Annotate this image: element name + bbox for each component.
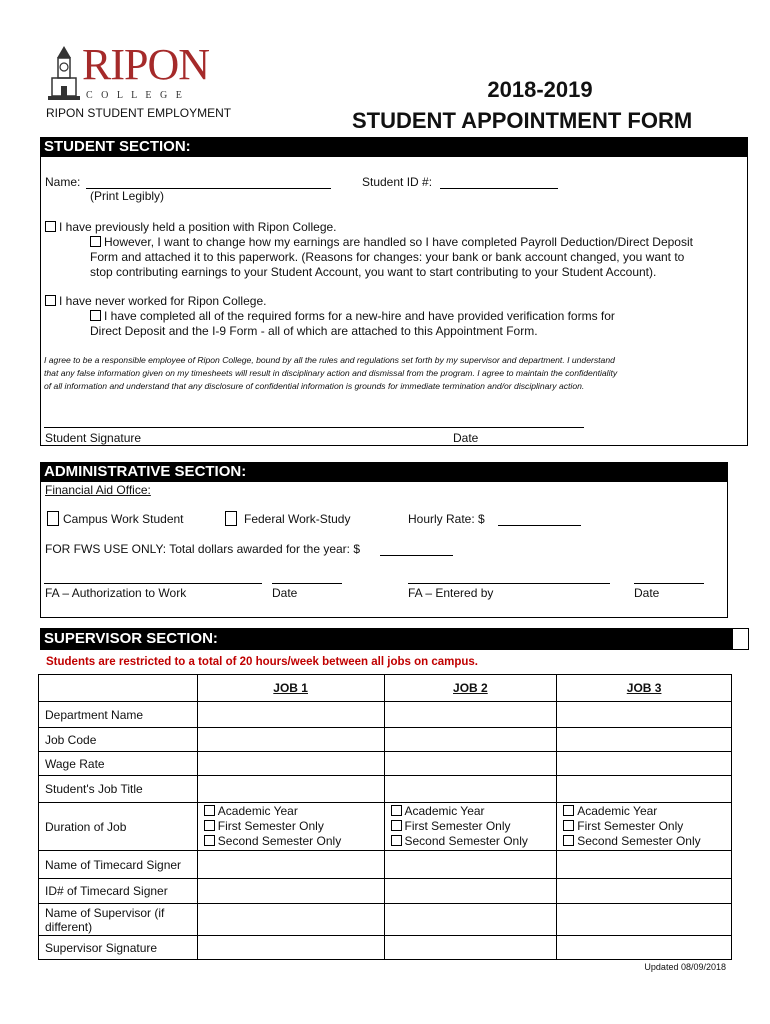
option-text: Second Semester Only [217,834,342,848]
signature-date-label: Date [453,431,479,445]
checkbox-new-hire[interactable] [90,310,101,321]
fa-entered-date-field[interactable] [634,583,704,584]
option-text: First Semester Only [577,819,684,833]
job-1-sup-name-cell[interactable] [197,904,384,936]
job-1-academic-year[interactable] [204,804,378,819]
row-label-sup-sig: Supervisor Signature [39,936,198,960]
checkbox[interactable] [563,805,574,816]
table-row [39,702,732,728]
job-3-duration-cell [557,803,732,851]
signature-field[interactable] [44,427,584,428]
table-row [39,936,732,960]
new-hire-option[interactable] [90,309,615,339]
job-3-wage-cell[interactable] [557,752,732,776]
fa-auth-label: FA – Authorization to Work [45,586,187,600]
fa-auth-field[interactable] [44,583,262,584]
job-1-dept-cell[interactable] [197,702,384,728]
prev-change-text-2: Form and attached it to this paperwork. (Reasons for changes: your bank or bank account changed, you want to [90,250,685,264]
option-text: Academic Year [577,804,658,818]
row-label-signer: Name of Timecard Signer [39,851,198,879]
row-label-dept: Department Name [39,702,198,728]
job-1-title-cell[interactable] [197,776,384,803]
checkbox[interactable] [391,820,402,831]
job-1-first-semester[interactable] [204,819,378,834]
campus-work-option[interactable] [47,511,184,526]
federal-ws-text: Federal Work-Study [244,512,351,526]
checkbox[interactable] [204,820,215,831]
fa-entered-field[interactable] [408,583,610,584]
print-legibly-hint: (Print Legibly) [90,189,165,203]
student-id-label: Student ID #: [362,175,433,189]
checkbox-campus-work[interactable] [47,511,59,526]
job-2-header: JOB 2 [384,675,557,702]
job-1-header: JOB 1 [197,675,384,702]
supervisor-section-header: SUPERVISOR SECTION: [40,628,732,650]
hourly-rate-field[interactable] [498,525,581,526]
job-2-sup-sig-cell[interactable] [384,936,557,960]
job-2-wage-cell[interactable] [384,752,557,776]
prev-held-text: I have previously held a position with Ripon College. [59,220,337,234]
option-text: Academic Year [217,804,298,818]
checkbox[interactable] [391,835,402,846]
table-row [39,728,732,752]
logo-subtitle: C O L L E G E [86,90,185,101]
checkbox-prev-held[interactable] [45,221,56,232]
job-1-signer-cell[interactable] [197,851,384,879]
table-header-row [39,675,732,702]
checkbox[interactable] [563,835,574,846]
job-1-duration-cell [197,803,384,851]
form-title: STUDENT APPOINTMENT FORM [352,108,693,133]
supervisor-header-box [732,628,749,650]
job-2-second-semester[interactable] [391,834,551,849]
job-3-header: JOB 3 [557,675,732,702]
name-label: Name: [45,175,81,189]
row-label-sup-name: Name of Supervisor (if different) [39,904,198,936]
jobs-table [38,674,732,960]
row-label-title: Student's Job Title [39,776,198,803]
fws-total-field[interactable] [380,555,453,556]
option-text: First Semester Only [404,819,511,833]
student-id-field[interactable] [440,188,558,189]
fa-entered-date-label: Date [634,586,660,600]
fa-entered-label: FA – Entered by [408,586,494,600]
table-row [39,851,732,879]
logo-wordmark: RIPON [82,40,210,89]
checkbox[interactable] [204,835,215,846]
job-2-title-cell[interactable] [384,776,557,803]
federal-ws-option[interactable] [225,511,350,526]
job-2-dept-cell[interactable] [384,702,557,728]
job-2-signer-id-cell[interactable] [384,879,557,904]
fa-auth-date-label: Date [272,586,298,600]
fa-auth-date-field[interactable] [272,583,342,584]
table-row [39,879,732,904]
job-3-second-semester[interactable] [563,834,725,849]
job-3-academic-year[interactable] [563,804,725,819]
job-1-signer-id-cell[interactable] [197,879,384,904]
ripon-logo [46,40,221,106]
option-text: Second Semester Only [404,834,528,848]
prev-held-option[interactable] [45,220,337,234]
never-worked-text: I have never worked for Ripon College. [59,294,267,308]
job-2-academic-year[interactable] [391,804,551,819]
row-label-code: Job Code [39,728,198,752]
prev-change-text-1: However, I want to change how my earnings are handled so I have completed Payroll Deduction/Direct Deposit [104,235,693,249]
job-3-sup-sig-cell[interactable] [557,936,732,960]
table-row [39,752,732,776]
job-2-sup-name-cell[interactable] [384,904,557,936]
job-2-code-cell[interactable] [384,728,557,752]
row-label-duration: Duration of Job [39,803,198,851]
agreement-line-3: of all information and understand that any disclosure of confidential information is grounds for immediate termination and/or disciplinary action. [44,381,585,391]
table-row [39,803,732,851]
agreement-text [44,354,746,393]
job-3-code-cell[interactable] [557,728,732,752]
row-label-signer-id: ID# of Timecard Signer [39,879,198,904]
signature-label: Student Signature [45,431,142,445]
job-3-sup-name-cell[interactable] [557,904,732,936]
job-3-dept-cell[interactable] [557,702,732,728]
agreement-line-2: that any false information given on my timesheets will result in disciplinary action and dismissal from the program. I agree to maintain the confidentiality [44,368,618,378]
option-text: Second Semester Only [577,834,701,848]
student-section-header: STUDENT SECTION: [40,137,748,157]
dept-name: RIPON STUDENT EMPLOYMENT [46,106,232,120]
new-hire-text-2: Direct Deposit and the I-9 Form - all of which are attached to this Appointment Form. [90,324,538,338]
job-1-sup-sig-cell[interactable] [197,936,384,960]
form-year: 2018-2019 [487,77,593,102]
job-1-code-cell[interactable] [197,728,384,752]
campus-work-text: Campus Work Student [63,512,184,526]
checkbox-federal-ws[interactable] [225,511,237,526]
checkbox-prev-change[interactable] [90,236,101,247]
new-hire-text-1: I have completed all of the required forms for a new-hire and have provided verification forms for [104,309,615,323]
checkbox[interactable] [391,805,402,816]
checkbox[interactable] [204,805,215,816]
job-2-signer-cell[interactable] [384,851,557,879]
job-2-duration-cell [384,803,557,851]
hours-restriction-note: Students are restricted to a total of 20 hours/week between all jobs on campus. [46,656,478,668]
admin-section-header: ADMINISTRATIVE SECTION: [40,462,728,482]
table-row [39,776,732,803]
fws-total-label: FOR FWS USE ONLY: Total dollars awarded for the year: $ [45,542,361,556]
job-1-wage-cell[interactable] [197,752,384,776]
option-text: First Semester Only [217,819,324,833]
header-blank [39,675,198,702]
job-3-signer-cell[interactable] [557,851,732,879]
checkbox[interactable] [563,820,574,831]
job-3-title-cell[interactable] [557,776,732,803]
agreement-line-1: I agree to be a responsible employee of Ripon College, bound by all the rules and regulations set forth by my supervisor and department. I understand [44,355,615,365]
table-row [39,904,732,936]
college-tower-icon [46,44,82,104]
checkbox-never-worked[interactable] [45,295,56,306]
job-3-first-semester[interactable] [563,819,725,834]
job-1-second-semester[interactable] [204,834,378,849]
hourly-rate-label: Hourly Rate: $ [408,512,485,526]
row-label-wage: Wage Rate [39,752,198,776]
fin-aid-label: Financial Aid Office: [45,483,151,497]
job-2-first-semester[interactable] [391,819,551,834]
prev-change-option[interactable] [90,235,693,280]
prev-change-text-3: stop contributing earnings to your Student Account, you want to start contributing to your Student Account). [90,265,657,279]
job-3-signer-id-cell[interactable] [557,879,732,904]
option-text: Academic Year [404,804,485,818]
updated-date: Updated 08/09/2018 [644,962,726,972]
never-worked-option[interactable] [45,294,266,308]
